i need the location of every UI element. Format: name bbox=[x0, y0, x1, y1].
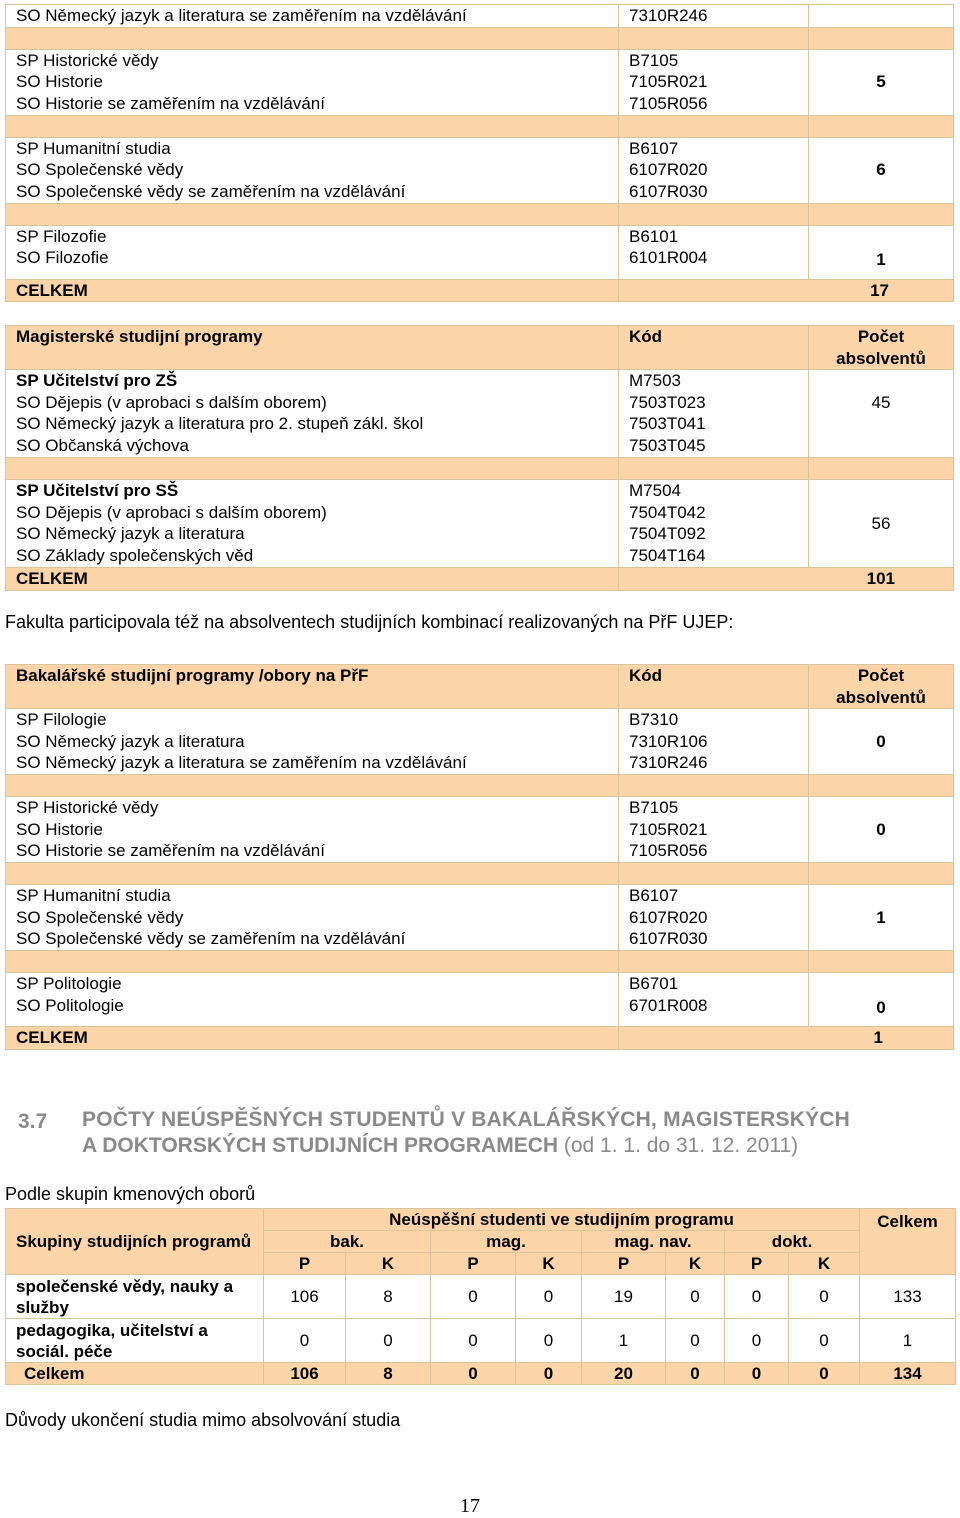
level-mag-nav: mag. nav. bbox=[582, 1231, 725, 1253]
cell-value: 0 bbox=[789, 1363, 860, 1385]
program-codes: B7105 7105R021 7105R056 bbox=[619, 797, 809, 863]
total-value: 101 bbox=[619, 568, 954, 591]
cell-value: 0 bbox=[264, 1319, 346, 1363]
subcol-header: K bbox=[516, 1253, 582, 1275]
table-prf-programs bbox=[5, 664, 954, 1050]
total-value: 1 bbox=[619, 1027, 954, 1050]
cell-value: 0 bbox=[666, 1363, 725, 1385]
cell-value: 0 bbox=[666, 1275, 725, 1319]
header-code: Kód bbox=[619, 665, 809, 709]
graduate-count: 45 bbox=[809, 370, 954, 458]
total-row bbox=[6, 1363, 956, 1385]
graduate-count: 1 bbox=[809, 885, 954, 951]
program-codes: B6107 6107R020 6107R030 bbox=[619, 137, 809, 203]
program-names: SP Učitelství pro ZŠ SO Dějepis (v aprobaci s dalším oborem) SO Německý jazyk a literatura pro 2. stupeň zákl. škol SO Občanská výchova bbox=[6, 370, 619, 458]
cell-value: 19 bbox=[582, 1275, 666, 1319]
program-names: SP Humanitní studia SO Společenské vědy SO Společenské vědy se zaměřením na vzdělávání bbox=[6, 885, 619, 951]
program-codes: B6107 6107R020 6107R030 bbox=[619, 885, 809, 951]
level-mag: mag. bbox=[431, 1231, 582, 1253]
cell-value: 0 bbox=[431, 1319, 516, 1363]
paragraph-participation: Fakulta participovala též na absolventech studijních kombinací realizovaných na PřF UJEP: bbox=[5, 612, 734, 632]
subcol-header: P bbox=[582, 1253, 666, 1275]
table-unsuccessful-students bbox=[5, 1208, 956, 1385]
total-value: 17 bbox=[619, 279, 954, 302]
col-group-header: Skupiny studijních programů bbox=[6, 1209, 264, 1275]
subcol-header: P bbox=[725, 1253, 789, 1275]
header-total: Celkem bbox=[860, 1209, 956, 1275]
cell-value: 0 bbox=[346, 1319, 431, 1363]
header-code: Kód bbox=[619, 326, 809, 370]
graduate-count: 5 bbox=[809, 49, 954, 115]
subcol-header: K bbox=[346, 1253, 431, 1275]
cell-total: 134 bbox=[860, 1363, 956, 1385]
cell-value: 0 bbox=[516, 1275, 582, 1319]
program-names: SP Filozofie SO Filozofie bbox=[6, 225, 619, 279]
subheading: Podle skupin kmenových oborů bbox=[5, 1184, 256, 1204]
section-title-line1: POČTY NEÚSPĚŠNÝCH STUDENTŮ V BAKALÁŘSKÝCH, MAGISTERSKÝCH bbox=[82, 1108, 851, 1131]
cell-value: 0 bbox=[431, 1275, 516, 1319]
header-count: Počet absolventů bbox=[809, 665, 954, 709]
total-label: CELKEM bbox=[6, 1027, 619, 1050]
page-number: 17 bbox=[460, 1495, 480, 1517]
program-names: SP Historické vědy SO Historie SO Historie se zaměřením na vzdělávání bbox=[6, 797, 619, 863]
graduate-count: 56 bbox=[809, 480, 954, 568]
cell-value: 0 bbox=[516, 1319, 582, 1363]
graduate-count: 0 bbox=[809, 973, 954, 1027]
graduate-count: 6 bbox=[809, 137, 954, 203]
header-main: Neúspěšní studenti ve studijním programu bbox=[264, 1209, 860, 1231]
cell-total: 133 bbox=[860, 1275, 956, 1319]
row-label: společenské vědy, nauky a služby bbox=[6, 1275, 264, 1319]
row-label: Celkem bbox=[6, 1363, 264, 1385]
cell-value: 0 bbox=[725, 1275, 789, 1319]
table-bachelor-programs-continued bbox=[5, 4, 954, 302]
cell-value: 0 bbox=[516, 1363, 582, 1385]
header-count: Počet absolventů bbox=[809, 326, 954, 370]
program-names: SP Filologie SO Německý jazyk a literatura SO Německý jazyk a literatura se zaměřením na vzdělávání bbox=[6, 709, 619, 775]
cell-value: 0 bbox=[666, 1319, 725, 1363]
table-master-programs bbox=[5, 325, 954, 591]
cell-value: 0 bbox=[431, 1363, 516, 1385]
cell-value: 0 bbox=[789, 1319, 860, 1363]
level-bak: bak. bbox=[264, 1231, 431, 1253]
subcol-header: K bbox=[789, 1253, 860, 1275]
cell-value: 20 bbox=[582, 1363, 666, 1385]
program-codes: M7503 7503T023 7503T041 7503T045 bbox=[619, 370, 809, 458]
total-label: CELKEM bbox=[6, 279, 619, 302]
table-row bbox=[6, 1275, 956, 1319]
cell-value: 0 bbox=[725, 1319, 789, 1363]
cell-value: 8 bbox=[346, 1275, 431, 1319]
subcol-header: K bbox=[666, 1253, 725, 1275]
cell-value: 106 bbox=[264, 1363, 346, 1385]
cell-value: 1 bbox=[582, 1319, 666, 1363]
row-label: pedagogika, učitelství a sociál. péče bbox=[6, 1319, 264, 1363]
program-names: SP Historické vědy SO Historie SO Historie se zaměřením na vzdělávání bbox=[6, 49, 619, 115]
program-code: 7310R246 bbox=[619, 5, 809, 28]
subcol-header: P bbox=[431, 1253, 516, 1275]
header-title: Bakalářské studijní programy /obory na PřF bbox=[6, 665, 619, 709]
level-dokt: dokt. bbox=[725, 1231, 860, 1253]
graduate-count: 1 bbox=[809, 225, 954, 279]
total-label: CELKEM bbox=[6, 568, 619, 591]
subcol-header: P bbox=[264, 1253, 346, 1275]
program-codes: B7105 7105R021 7105R056 bbox=[619, 49, 809, 115]
program-codes: B7310 7310R106 7310R246 bbox=[619, 709, 809, 775]
section-title-line2: A DOKTORSKÝCH STUDIJNÍCH PROGRAMECH (od 1. 1. do 31. 12. 2011) bbox=[82, 1134, 799, 1157]
table-row bbox=[6, 1319, 956, 1363]
program-codes: B6101 6101R004 bbox=[619, 225, 809, 279]
cell-total: 1 bbox=[860, 1319, 956, 1363]
program-names: SP Humanitní studia SO Společenské vědy SO Společenské vědy se zaměřením na vzdělávání bbox=[6, 137, 619, 203]
cell-value: 0 bbox=[789, 1275, 860, 1319]
cell-value: 106 bbox=[264, 1275, 346, 1319]
program-names: SP Politologie SO Politologie bbox=[6, 973, 619, 1027]
program-codes: B6701 6701R008 bbox=[619, 973, 809, 1027]
program-name: SO Německý jazyk a literatura se zaměřením na vzdělávání bbox=[6, 5, 619, 28]
graduate-count: 0 bbox=[809, 709, 954, 775]
program-codes: M7504 7504T042 7504T092 7504T164 bbox=[619, 480, 809, 568]
program-names: SP Učitelství pro SŠ SO Dějepis (v aprobaci s dalším oborem) SO Německý jazyk a literatura SO Základy společenských věd bbox=[6, 480, 619, 568]
cell-value: 0 bbox=[725, 1363, 789, 1385]
section-number: 3.7 bbox=[18, 1110, 48, 1133]
graduate-count: 0 bbox=[809, 797, 954, 863]
cell-value: 8 bbox=[346, 1363, 431, 1385]
header-title: Magisterské studijní programy bbox=[6, 326, 619, 370]
footer-heading: Důvody ukončení studia mimo absolvování studia bbox=[5, 1410, 401, 1430]
